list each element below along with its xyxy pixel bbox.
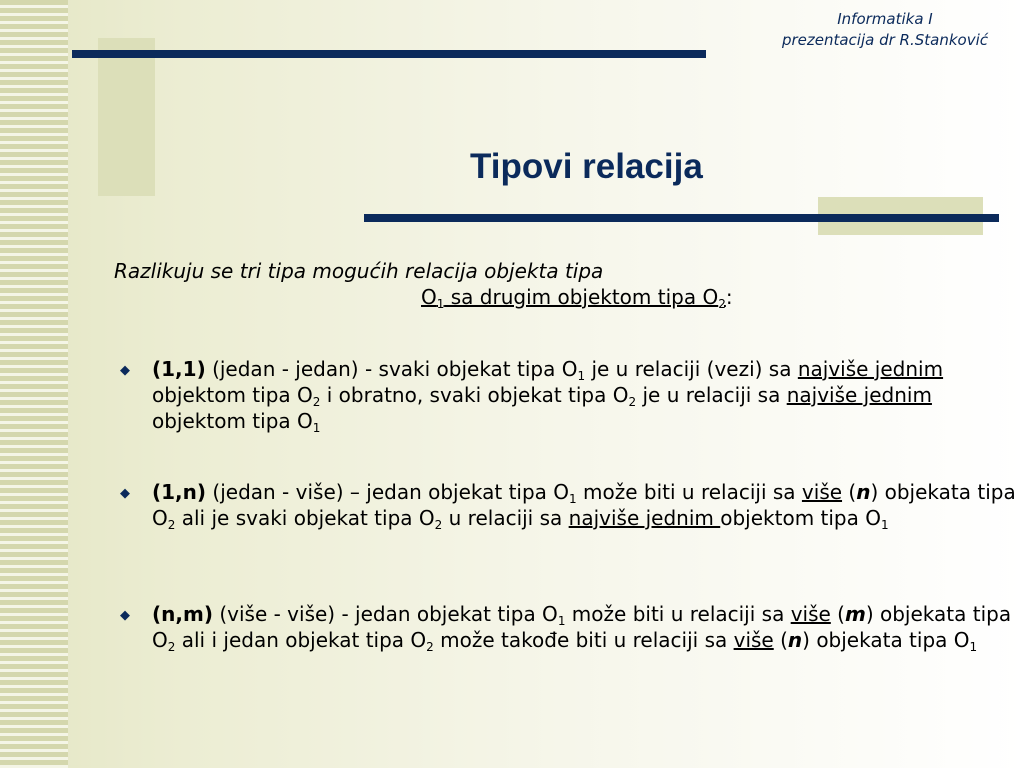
item-text: je u relaciji sa — [636, 383, 787, 407]
relation-code: (n,m) — [152, 602, 213, 626]
diamond-bullet-icon: ◆ — [120, 608, 130, 623]
intro-text — [114, 258, 994, 310]
item-text: je u relaciji (vezi) sa — [585, 357, 798, 381]
item-text: (jedan - jedan) - svaki objekat tipa O — [205, 357, 578, 381]
intro-mid: sa drugim objektom tipa O — [444, 285, 719, 309]
item-text: objektom tipa O — [152, 409, 313, 433]
item-underline: najviše jednim — [568, 506, 721, 530]
top-rule — [72, 50, 706, 58]
item-text: ali je svaki objekat tipa O — [175, 506, 435, 530]
relation-code: (1,n) — [152, 480, 207, 504]
item-text: ) objekata tipa O — [152, 480, 1016, 530]
item-text: ( — [773, 628, 788, 652]
item-text: (više - više) - jedan objekat tipa O — [212, 602, 558, 626]
item-sub: 2 — [167, 518, 176, 532]
item-underline: više — [790, 602, 831, 626]
slide-title: Tipovi relacija — [470, 147, 703, 186]
item-sub: 1 — [577, 369, 586, 383]
intro-line-2 — [421, 284, 994, 310]
intro-o1-sub: 1 — [436, 297, 445, 311]
item-sub: 1 — [312, 421, 321, 435]
item-underline: više — [801, 480, 843, 504]
item-variable: m — [844, 602, 866, 626]
item-text: može biti u relaciji sa — [565, 602, 791, 626]
diamond-bullet-icon: ◆ — [120, 363, 130, 378]
decorative-stripes — [0, 0, 68, 768]
relation-code: (1,1) — [152, 357, 206, 381]
diamond-bullet-icon: ◆ — [120, 486, 130, 501]
slide-header — [782, 9, 988, 51]
decorative-block-left — [98, 38, 155, 196]
header-course: Informatika I — [837, 10, 933, 28]
item-text: objektom tipa O — [152, 383, 313, 407]
intro-o2-sub: 2 — [718, 297, 726, 311]
item-text: ) objekata tipa O — [802, 628, 970, 652]
list-item — [114, 356, 1024, 434]
item-sub: 1 — [569, 492, 577, 506]
item-text: može takođe biti u relaciji sa — [433, 628, 734, 652]
item-text: ) objekata tipa O — [152, 602, 1012, 652]
item-variable: n — [787, 628, 803, 652]
bottom-rule — [364, 214, 999, 222]
item-sub: 1 — [557, 614, 566, 628]
item-sub: 2 — [628, 395, 637, 409]
item-text: ali i jedan objekat tipa O — [175, 628, 427, 652]
item-text: ( — [842, 480, 857, 504]
item-text: može biti u relaciji sa — [576, 480, 802, 504]
item-sub: 2 — [312, 395, 321, 409]
item-text: (jedan - više) – jedan objekat tipa O — [206, 480, 570, 504]
intro-subject — [421, 285, 726, 309]
item-sub: 1 — [880, 518, 889, 532]
item-text: i obratno, svaki objekat tipa O — [320, 383, 629, 407]
item-underline: najviše jednim — [797, 357, 944, 381]
header-author: prezentacija dr R.Stanković — [781, 31, 988, 49]
item-underline: više — [733, 628, 774, 652]
item-sub: 2 — [434, 518, 443, 532]
item-sub: 2 — [426, 640, 434, 654]
intro-colon: : — [725, 285, 733, 309]
list-item — [114, 601, 1024, 653]
intro-line-1: Razlikuju se tri tipa mogućih relacija objekta tipa — [114, 259, 604, 283]
item-variable: n — [856, 480, 871, 504]
intro-o1: O — [421, 285, 437, 309]
list-item — [114, 479, 1024, 531]
item-sub: 2 — [167, 640, 176, 654]
item-sub: 1 — [969, 640, 978, 654]
item-underline: najviše jednim — [786, 383, 932, 407]
item-text: u relaciji sa — [442, 506, 569, 530]
item-text: ( — [830, 602, 845, 626]
item-text: objektom tipa O — [720, 506, 881, 530]
